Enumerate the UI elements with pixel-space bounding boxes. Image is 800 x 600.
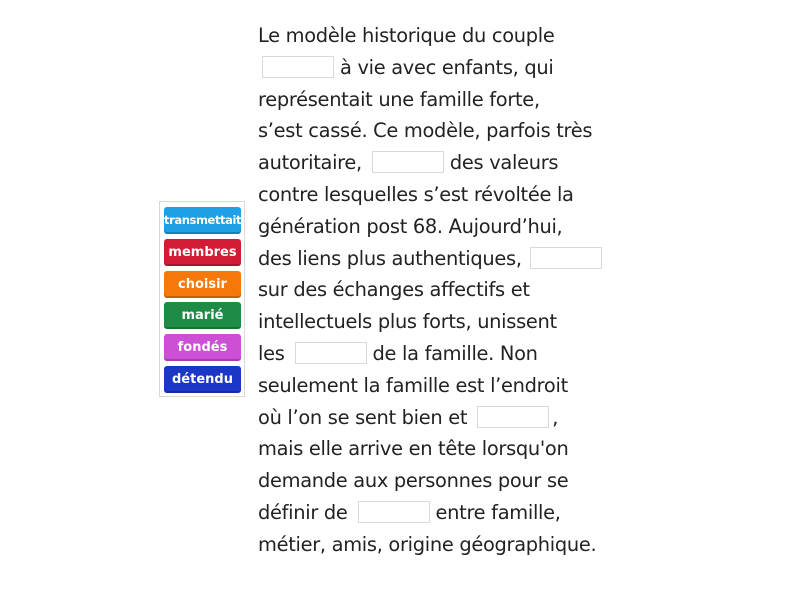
- cloze-passage: [258, 20, 638, 561]
- word-tile-transmettait[interactable]: transmettait: [164, 207, 241, 234]
- passage-text: à vie avec enfants, qui: [340, 55, 554, 79]
- passage-text: intellectuels plus forts, unissent: [258, 310, 557, 334]
- passage-text: ,: [552, 405, 559, 429]
- passage-text: demande aux personnes pour se: [258, 469, 569, 493]
- answer-blank-3[interactable]: [530, 247, 602, 269]
- passage-text: entre famille,: [435, 500, 561, 524]
- passage-text: où l’on se sent bien et: [258, 405, 468, 429]
- passage-text: génération post 68. Aujourd’hui,: [258, 214, 563, 238]
- passage-line: [258, 465, 638, 497]
- passage-text: mais elle arrive en tête lorsqu'on: [258, 437, 569, 461]
- word-tile-membres[interactable]: membres: [164, 239, 241, 266]
- passage-line: [258, 306, 638, 338]
- passage-line: [258, 211, 638, 243]
- passage-text: représentait une famille forte,: [258, 87, 540, 111]
- passage-line: [258, 433, 638, 465]
- passage-text: les: [258, 341, 285, 365]
- answer-blank-4[interactable]: [295, 342, 367, 364]
- passage-text: seulement la famille est l’endroit: [258, 373, 568, 397]
- passage-line: [258, 20, 638, 52]
- passage-line: [258, 243, 638, 275]
- answer-blank-6[interactable]: [358, 501, 430, 523]
- passage-text: des liens plus authentiques,: [258, 246, 522, 270]
- passage-line: [258, 529, 638, 561]
- word-bank: [159, 201, 245, 397]
- passage-text: s’est cassé. Ce modèle, parfois très: [258, 119, 593, 143]
- word-tile-detendu[interactable]: détendu: [164, 366, 241, 393]
- passage-text: des valeurs: [449, 151, 559, 175]
- answer-blank-5[interactable]: [477, 406, 549, 428]
- passage-text: définir de: [258, 500, 348, 524]
- passage-line: [258, 147, 638, 179]
- passage-line: [258, 115, 638, 147]
- word-tile-fondes[interactable]: fondés: [164, 334, 241, 361]
- passage-line: [258, 274, 638, 306]
- passage-line: [258, 179, 638, 211]
- passage-text: métier, amis, origine géographique.: [258, 532, 597, 556]
- word-tile-marie[interactable]: marié: [164, 302, 241, 329]
- passage-line: [258, 338, 638, 370]
- passage-text: Le modèle historique du couple: [258, 24, 555, 47]
- passage-text: contre lesquelles s’est révoltée la: [258, 182, 574, 206]
- answer-blank-1[interactable]: [262, 56, 334, 78]
- passage-text: sur des échanges affectifs et: [258, 278, 530, 302]
- passage-text: autoritaire,: [258, 151, 362, 175]
- passage-line: [258, 52, 638, 84]
- passage-line: [258, 402, 638, 434]
- passage-line: [258, 370, 638, 402]
- passage-text: de la famille. Non: [372, 341, 538, 365]
- word-tile-choisir[interactable]: choisir: [164, 271, 241, 298]
- answer-blank-2[interactable]: [372, 151, 444, 173]
- passage-line: [258, 84, 638, 116]
- passage-line: [258, 497, 638, 529]
